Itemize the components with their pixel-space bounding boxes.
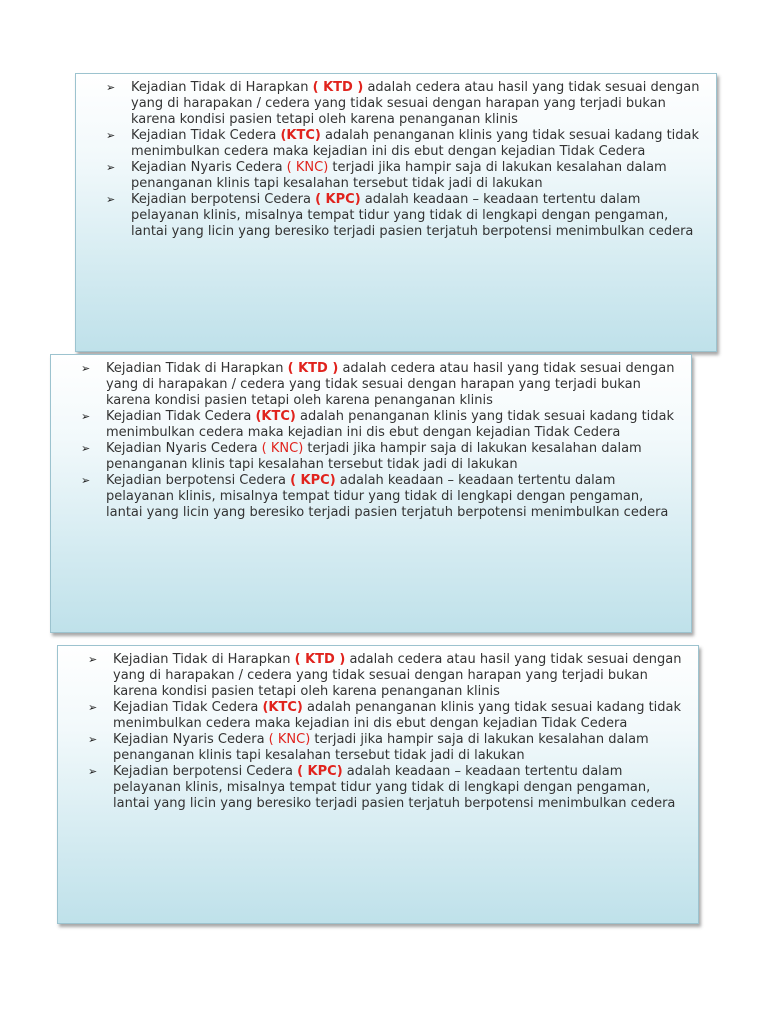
item-text: adalah penanganan klinis yang tidak sesuai kadang tidak menimbulkan cedera maka kejadian ini dis ebut dengan kejadian Tidak Cedera: [131, 128, 700, 159]
arrow-bullet-icon: ➢: [106, 161, 116, 174]
item-text: Kejadian berpotensi Cedera: [131, 192, 316, 207]
arrow-bullet-icon: ➢: [106, 193, 116, 206]
list-item-kpc: [106, 192, 706, 240]
arrow-bullet-icon: ➢: [88, 733, 98, 746]
item-text: Kejadian Nyaris Cedera: [113, 732, 269, 747]
item-text: Kejadian berpotensi Cedera: [113, 764, 298, 779]
item-text: terjadi jika hampir saja di lakukan kesalahan dalam penanganan klinis tapi kesalahan tersebut tidak jadi di lakukan: [106, 441, 642, 472]
list-item-ktd: [81, 361, 681, 409]
term-ktc: (KTC): [262, 700, 303, 715]
list-item-kpc: [81, 473, 681, 521]
item-text: Kejadian Tidak Cedera: [106, 409, 256, 424]
list-item-ktd: [88, 652, 688, 700]
arrow-bullet-icon: ➢: [106, 81, 116, 94]
list-item-kpc: [88, 764, 688, 812]
item-text: adalah cedera atau hasil yang tidak sesuai dengan yang di harapakan / cedera yang tidak sesuai dengan harapan yang terjadi bukan karena kondisi pasien tetapi oleh karena penanganan klinis: [106, 361, 675, 408]
definition-list: [81, 361, 681, 521]
item-text: Kejadian Tidak Cedera: [113, 700, 263, 715]
item-text: adalah keadaan – keadaan tertentu dalam pelayanan klinis, misalnya tempat tidur yang tidak di lengkapi dengan pengaman, lantai yang licin yang beresiko terjadi pasien terjatuh berpotensi menimbulkan cedera: [106, 473, 669, 520]
definition-card-3: [57, 645, 699, 924]
term-knc: ( KNC): [286, 160, 329, 175]
term-kpc: ( KPC): [315, 192, 361, 207]
arrow-bullet-icon: ➢: [81, 362, 91, 375]
list-item-ktd: [106, 80, 706, 128]
item-text: Kejadian Tidak di Harapkan: [106, 361, 288, 376]
term-ktd: ( KTD ): [287, 361, 339, 376]
definition-card-2: [50, 354, 692, 633]
arrow-bullet-icon: ➢: [106, 129, 116, 142]
arrow-bullet-icon: ➢: [81, 442, 91, 455]
item-text: Kejadian Nyaris Cedera: [131, 160, 287, 175]
arrow-bullet-icon: ➢: [81, 410, 91, 423]
arrow-bullet-icon: ➢: [81, 474, 91, 487]
item-text: terjadi jika hampir saja di lakukan kesalahan dalam penanganan klinis tapi kesalahan tersebut tidak jadi di lakukan: [131, 160, 667, 191]
item-text: adalah penanganan klinis yang tidak sesuai kadang tidak menimbulkan cedera maka kejadian ini dis ebut dengan kejadian Tidak Cedera: [113, 700, 682, 731]
arrow-bullet-icon: ➢: [88, 765, 98, 778]
term-kpc: ( KPC): [297, 764, 343, 779]
term-knc: ( KNC): [261, 441, 304, 456]
item-text: Kejadian Tidak di Harapkan: [113, 652, 295, 667]
item-text: terjadi jika hampir saja di lakukan kesalahan dalam penanganan klinis tapi kesalahan tersebut tidak jadi di lakukan: [113, 732, 649, 763]
item-text: Kejadian Tidak Cedera: [131, 128, 281, 143]
definition-list: [88, 652, 688, 812]
list-item-ktc: [88, 700, 688, 732]
item-text: Kejadian Tidak di Harapkan: [131, 80, 313, 95]
term-ktd: ( KTD ): [294, 652, 346, 667]
item-text: Kejadian berpotensi Cedera: [106, 473, 291, 488]
term-knc: ( KNC): [268, 732, 311, 747]
item-text: adalah cedera atau hasil yang tidak sesuai dengan yang di harapakan / cedera yang tidak sesuai dengan harapan yang terjadi bukan karena kondisi pasien tetapi oleh karena penanganan klinis: [131, 80, 700, 127]
item-text: adalah keadaan – keadaan tertentu dalam pelayanan klinis, misalnya tempat tidur yang tidak di lengkapi dengan pengaman, lantai yang licin yang beresiko terjadi pasien terjatuh berpotensi menimbulkan cedera: [113, 764, 676, 811]
arrow-bullet-icon: ➢: [88, 653, 98, 666]
list-item-knc: [88, 732, 688, 764]
list-item-knc: [106, 160, 706, 192]
item-text: adalah penanganan klinis yang tidak sesuai kadang tidak menimbulkan cedera maka kejadian ini dis ebut dengan kejadian Tidak Cedera: [106, 409, 675, 440]
term-ktc: (KTC): [280, 128, 321, 143]
definition-list: [106, 80, 706, 240]
list-item-ktc: [106, 128, 706, 160]
term-ktc: (KTC): [255, 409, 296, 424]
arrow-bullet-icon: ➢: [88, 701, 98, 714]
list-item-ktc: [81, 409, 681, 441]
item-text: Kejadian Nyaris Cedera: [106, 441, 262, 456]
definition-card-1: [75, 73, 717, 352]
term-kpc: ( KPC): [290, 473, 336, 488]
item-text: adalah cedera atau hasil yang tidak sesuai dengan yang di harapakan / cedera yang tidak sesuai dengan harapan yang terjadi bukan karena kondisi pasien tetapi oleh karena penanganan klinis: [113, 652, 682, 699]
term-ktd: ( KTD ): [312, 80, 364, 95]
list-item-knc: [81, 441, 681, 473]
item-text: adalah keadaan – keadaan tertentu dalam pelayanan klinis, misalnya tempat tidur yang tidak di lengkapi dengan pengaman, lantai yang licin yang beresiko terjadi pasien terjatuh berpotensi menimbulkan cedera: [131, 192, 694, 239]
